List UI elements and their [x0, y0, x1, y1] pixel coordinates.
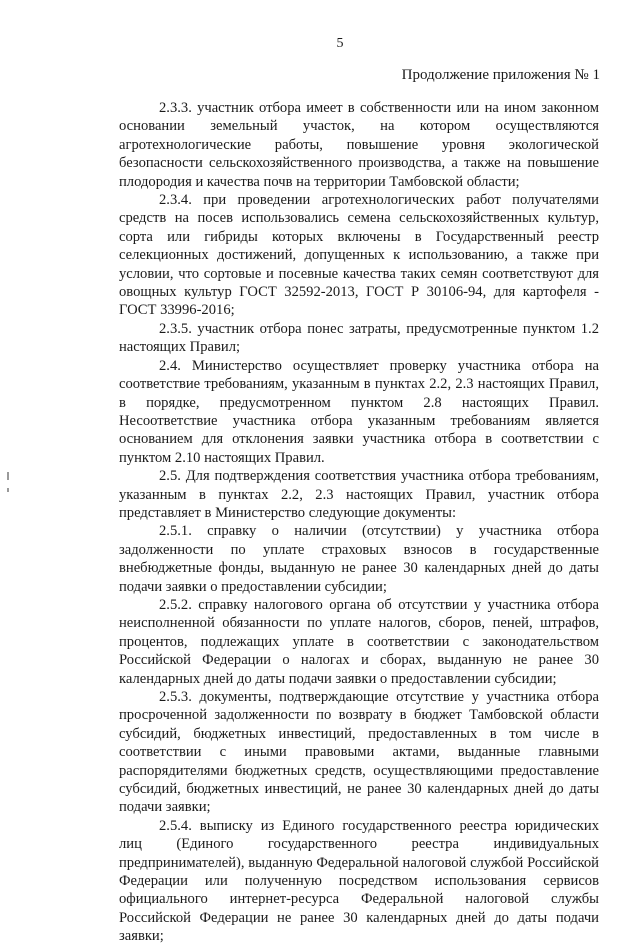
scan-artifact — [7, 488, 9, 492]
scan-artifact — [7, 472, 9, 480]
clause-2-3-5: 2.3.5. участник отбора понес затраты, предусмотренные пунктом 1.2 настоящих Правил; — [119, 320, 599, 356]
clause-2-3-4: 2.3.4. при проведении агротехнологических работ получателями средств на посев использовались семена сельскохозяйственных культур, сорта или гибриды которых включены в Государственный реестр селекционных достижений, допущенных к использованию, а также при условии, что сортовые и посевные качества таких семян соответствуют для овощных культур ГОСТ 32592-2013, ГОСТ Р 30106-94, для картофеля - ГОСТ 33996-2016; — [119, 192, 599, 319]
appendix-continuation-note: Продолжение приложения № 1 — [401, 67, 600, 83]
clause-2-5-1: 2.5.1. справку о наличии (отсутствии) у участника отбора задолженности по уплате страховых взносов в государственные внебюджетные фонды, выданную не ранее 30 календарных дней до даты подачи заявки о предоставлении субсидии; — [119, 523, 599, 595]
document-body — [119, 99, 599, 946]
clause-2-5-2: 2.5.2. справку налогового органа об отсутствии у участника отбора неисполненной обязанности по уплате налогов, сборов, пеней, штрафов, процентов, подлежащих уплате в соответствии с законодательством Российской Федерации о налогах и сборах, выданную не ранее 30 календарных дней до даты подачи заявки о предоставлении субсидии; — [119, 596, 599, 687]
page-number: 5 — [336, 36, 344, 51]
clause-2-5-4: 2.5.4. выписку из Единого государственного реестра юридических лиц (Единого государственного реестра индивидуальных предпринимателей), выданную Федеральной налоговой службой Российской Федерации или полученную посредством использования сервисов официального интернет-ресурса Федеральной налоговой службы Российской Федерации не ранее 30 календарных дней до даты подачи заявки; — [119, 817, 599, 945]
clause-2-3-3: 2.3.3. участник отбора имеет в собственности или на ином законном основании земельный участок, на котором осуществляются агротехнологические работы, повышение уровня экологической безопасности сельскохозяйственного производства, а также на повышение плодородия и качества почв на территории Тамбовской области; — [119, 100, 599, 190]
clause-2-5: 2.5. Для подтверждения соответствия участника отбора требованиям, указанным в пунктах 2.2, 2.3 настоящих Правил, участник отбора представляет в Министерство следующие документы: — [119, 468, 599, 521]
clause-2-4: 2.4. Министерство осуществляет проверку участника отбора на соответствие требованиям, указанным в пунктах 2.2, 2.3 настоящих Правил, в порядке, предусмотренном пунктом 2.8 настоящих Правил. Несоответствие участника отбора указанным требованиям является основанием для отклонения заявки участника отбора в соответствии с пунктом 2.10 настоящих Правил. — [119, 357, 599, 466]
clause-2-5-3: 2.5.3. документы, подтверждающие отсутствие у участника отбора просроченной задолженности по возврату в бюджет Тамбовской области субсидий, бюджетных инвестиций, предоставленных в том числе в соответствии с иными правовыми актами, выданные главными распорядителями бюджетных средств, осуществляющими предоставление субсидий, бюджетных инвестиций, не ранее 30 календарных дней до даты подачи заявки; — [119, 689, 599, 816]
